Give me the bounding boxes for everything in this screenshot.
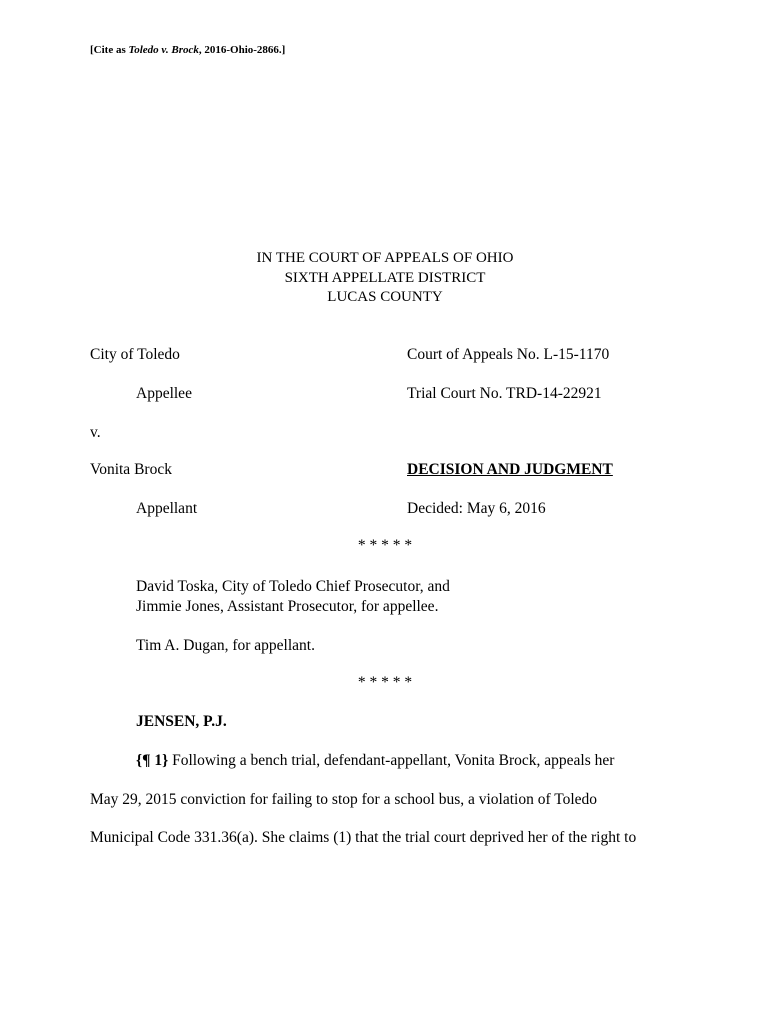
appeals-case-number: Court of Appeals No. L-15-1170: [407, 346, 610, 363]
opinion-author: JENSEN, P.J.: [136, 713, 227, 730]
citation-prefix: [Cite as: [90, 44, 129, 56]
decision-title: DECISION AND JUDGMENT: [407, 461, 613, 478]
decided-date: Decided: May 6, 2016: [407, 500, 546, 517]
counsel-line-2: Jimmie Jones, Assistant Prosecutor, for appellee.: [136, 598, 439, 615]
versus: v.: [90, 424, 101, 441]
trial-case-number: Trial Court No. TRD-14-22921: [407, 385, 602, 402]
appellee-role: Appellee: [136, 385, 192, 402]
separator-top: * * * * *: [357, 537, 413, 554]
citation-suffix: , 2016-Ohio-2866.]: [198, 44, 286, 56]
appellant-role: Appellant: [136, 500, 198, 517]
court-heading: [0, 249, 770, 308]
paragraph-marker: {¶ 1}: [136, 752, 169, 769]
citation-case-name: Toledo v. Brock: [128, 44, 199, 56]
counsel-line-1: David Toska, City of Toledo Chief Prosecutor, and: [136, 578, 450, 595]
opinion-line-2: May 29, 2015 conviction for failing to stop for a school bus, a violation of Toledo: [90, 791, 598, 808]
opinion-line-3: Municipal Code 331.36(a). She claims (1) that the trial court deprived her of the right to: [90, 829, 637, 846]
appellant-name: Vonita Brock: [90, 461, 172, 478]
opinion-text-1: Following a bench trial, defendant-appellant, Vonita Brock, appeals her: [168, 752, 615, 769]
opinion-line-1: [136, 752, 614, 770]
court-district: SIXTH APPELLATE DISTRICT: [284, 269, 486, 286]
court-county: LUCAS COUNTY: [327, 289, 443, 305]
court-name: IN THE COURT OF APPEALS OF OHIO: [256, 250, 514, 266]
counsel-line-3: Tim A. Dugan, for appellant.: [136, 637, 315, 654]
separator-bottom: * * * * *: [357, 674, 413, 691]
citation-header: [90, 44, 285, 56]
appellee-name: City of Toledo: [90, 346, 180, 363]
